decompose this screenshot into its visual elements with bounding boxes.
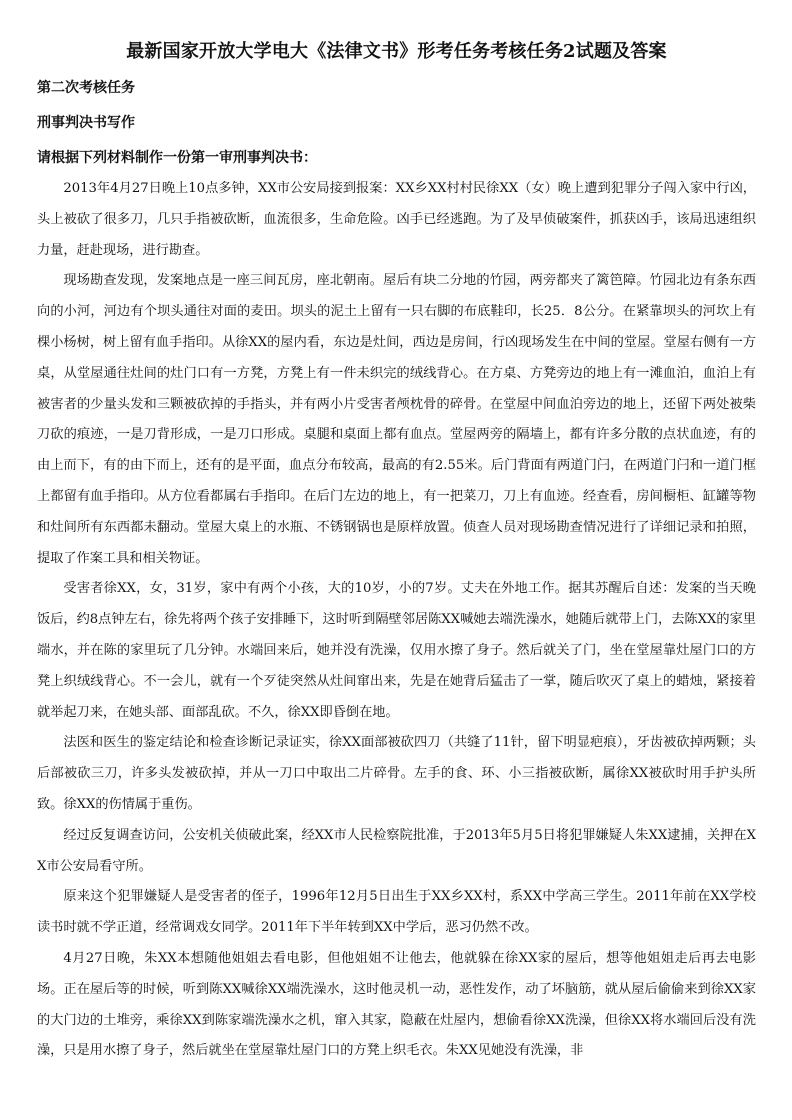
paragraph-crime-account: 4月27日晚，朱XX本想随他姐姐去看电影，但他姐姐不让他去，他就躲在徐XX家的屋后，想等他姐姐走后再去电影场。正在屋后等的时候，听到陈XX喊徐XX端洗澡水，这时他灵机一动，恶性发作，动了坏脑筋，就从屋后偷偷来到徐XX家的大门边的土堆旁，乘徐XX到陈家端洗澡水之机，窜入其家，隐蔽在灶屋内，想偷看徐XX洗澡，但徐XX将水端回后没有洗澡，只是用水擦了身子，然后就坐在堂屋靠灶屋门口的方凳上织毛衣。朱XX见她没有洗澡，非 [37,950,756,1059]
task-instruction: 请根据下列材料制作一份第一审刑事判决书： [37,150,317,166]
paragraph-forensic-findings: 法医和医生的鉴定结论和检查诊断记录证实，徐XX面部被砍四刀（共缝了11针，留下明显疤痕），牙齿被砍掉两颗；头后部被砍三刀，许多头发被砍掉，并从一刀口中取出二片碎骨。左手的食、环、小三指被砍断，属徐XX被砍时用手护头所致。徐XX的伤情属于重伤。 [37,735,756,812]
subsection-heading: 刑事判决书写作 [37,115,135,131]
paragraph-case-report: 2013年4月27日晚上10点多钟，XX市公安局接到报案：XX乡XX村村民徐XX（女）晚上遭到犯罪分子闯入家中行凶，头上被砍了很多刀，几只手指被砍断，血流很多，生命危险。凶手已经逃跑。为了及早侦破案件，抓获凶手，该局迅速组织力量，赶赴现场，进行勘查。 [37,181,756,258]
document-title: 最新国家开放大学电大《法律文书》形考任务考核任务2试题及答案 [126,41,667,62]
paragraph-arrest: 经过反复调查访问，公安机关侦破此案，经XX市人民检察院批准，于2013年5月5日将犯罪嫌疑人朱XX逮捕，关押在XX市公安局看守所。 [37,827,756,874]
section-heading: 第二次考核任务 [37,80,135,96]
paragraph-victim-statement: 受害者徐XX，女，31岁，家中有两个小孩，大的10岁，小的7岁。丈夫在外地工作。据其苏醒后自述：发案的当天晚饭后，约8点钟左右，徐先将两个孩子安排睡下，这时听到隔壁邻居陈XX喊她去端洗澡水，她随后就带上门，去陈XX的家里端水，并在陈的家里玩了几分钟。水端回来后，她并没有洗澡，仅用水擦了身子。然后就关了门，坐在堂屋靠灶屋门口的方凳上织绒线背心。不一会儿，就有一个歹徒突然从灶间窜出来，先是在她背后猛击了一掌，随后吹灭了桌上的蜡烛，紧接着就举起刀来，在她头部、面部乱砍。不久，徐XX即昏倒在地。 [37,581,756,720]
paragraph-scene-investigation: 现场勘查发现，发案地点是一座三间瓦房，座北朝南。屋后有块二分地的竹园，两旁都夹了篱笆障。竹园北边有条东西向的小河，河边有个坝头通往对面的麦田。坝头的泥土上留有一只右脚的布底鞋印，长25．8公分。在紧靠坝头的河坎上有棵小杨树，树上留有血手指印。从徐XX的屋内看，东边是灶间，西边是房间，行凶现场发生在中间的堂屋。堂屋右侧有一方桌，从堂屋通往灶间的灶门口有一方凳，方凳上有一件未织完的绒线背心。在方桌、方凳旁边的地上有一滩血泊，血泊上有被害者的少量头发和三颗被砍掉的手指头，并有两小片受害者颅枕骨的碎骨。在堂屋中间血泊旁边的地上，还留下两处被柴刀砍的痕迹，一是刀背形成，一是刀口形成。桌腿和桌面上都有血点。堂屋两旁的隔墙上，都有许多分散的点状血迹，有的由上而下，有的由下而上，还有的是平面，血点分布较高，最高的有2.55米。后门背面有两道门闩，在两道门闩和一道门框上都留有血手指印。从方位看都属右手指印。在后门左边的地上，有一把菜刀，刀上有血迹。经查看，房间橱柜、缸罐等物和灶间所有东西都未翻动。堂屋大桌上的水瓶、不锈钢锅也是原样放置。侦查人员对现场勘查情况进行了详细记录和拍照，提取了作案工具和相关物证。 [37,273,756,566]
paragraph-suspect-background: 原来这个犯罪嫌疑人是受害者的侄子，1996年12月5日出生于XX乡XX村，系XX中学高三学生。2011年前在XX学校读书时就不学正道，经常调戏女同学。2011年下半年转到XX中学后，恶习仍然不改。 [37,889,756,936]
